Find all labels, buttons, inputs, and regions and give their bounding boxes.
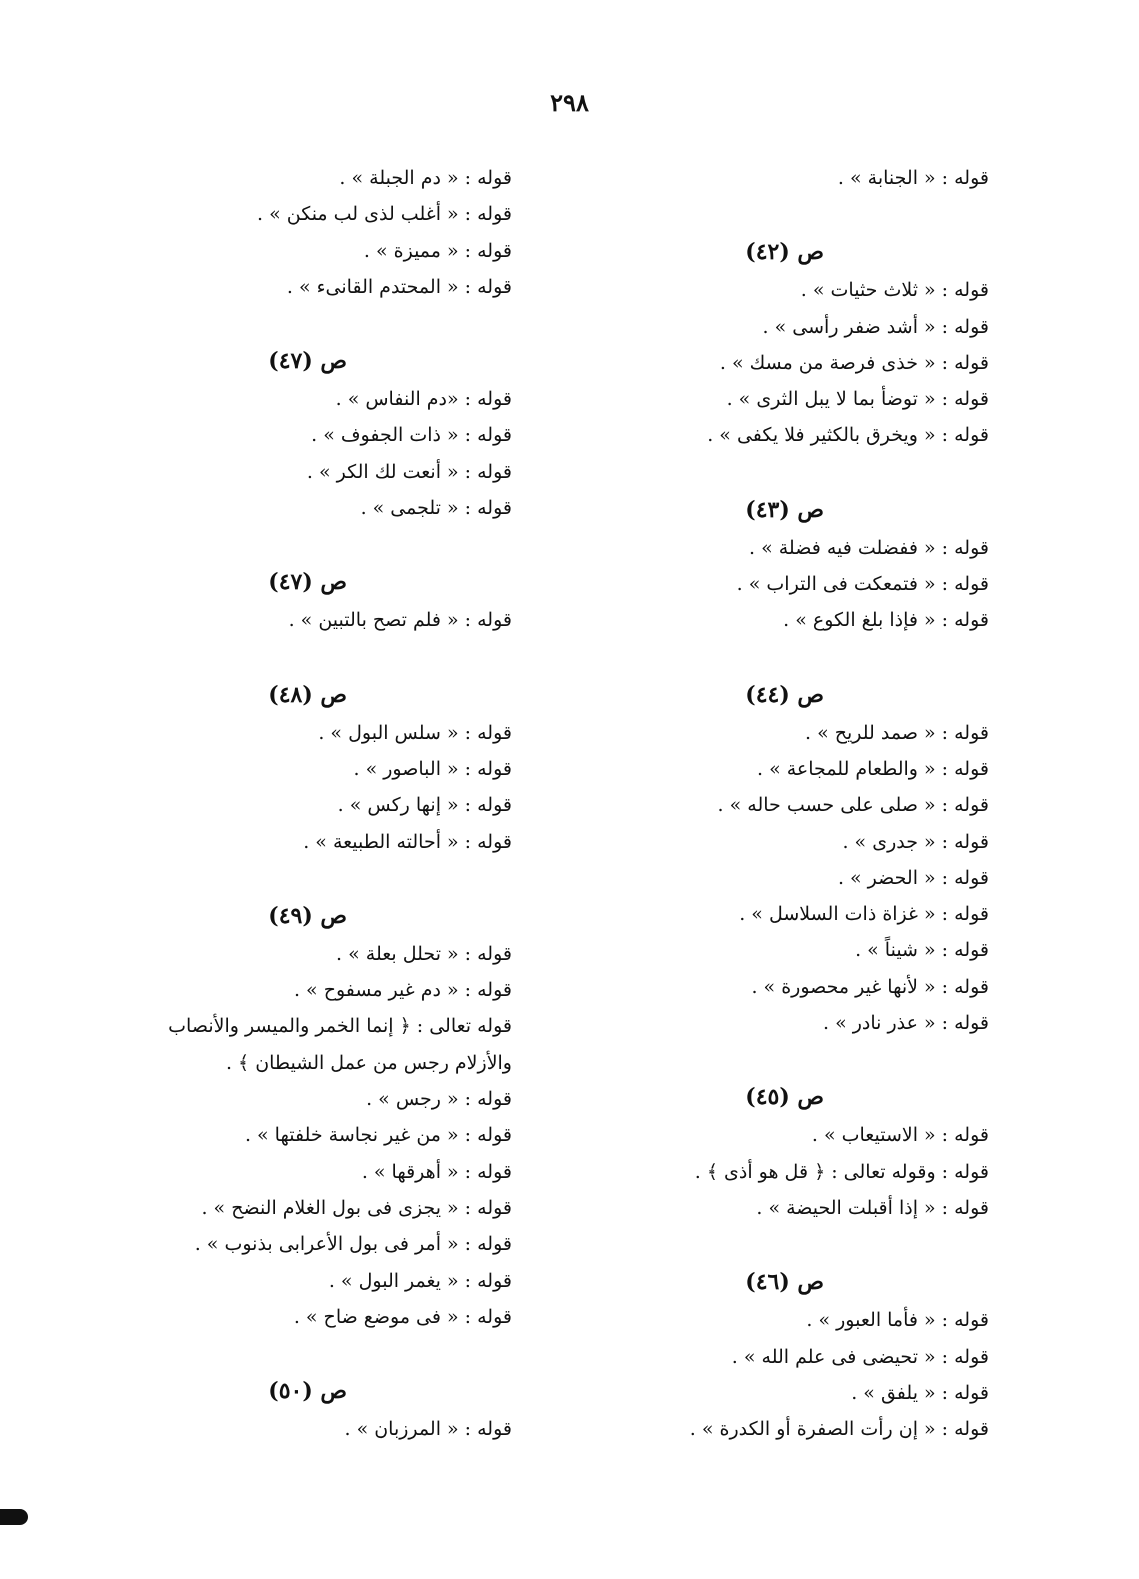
entry-line: قوله : « الاستيعاب » . xyxy=(811,1124,989,1147)
entry-line: قوله : « غزاة ذات السلاسل » . xyxy=(739,903,989,926)
entry-line: قوله : « الجنابة » . xyxy=(837,167,989,189)
section-heading: ص (٤٩) xyxy=(268,902,347,929)
section xyxy=(519,1264,989,1447)
entry-line: والأزلام رجس من عمل الشيطان ﴾ . xyxy=(225,1051,512,1074)
entry-line: قوله : « تحلل بعلة » . xyxy=(336,942,512,965)
entry-line: قوله : « تلجمى » . xyxy=(360,497,512,520)
section xyxy=(112,160,512,305)
entry-line: قوله : « رجس » . xyxy=(366,1088,512,1111)
entry-line: قوله : « أهرقها » . xyxy=(361,1160,512,1183)
section-heading: ص (٤٥) xyxy=(745,1084,824,1111)
entry-line: قوله : « أنعت لك الكر » . xyxy=(306,460,512,483)
entry-line: قوله : وقوله تعالى : ﴿ قل هو أذى ﴾ . xyxy=(694,1160,989,1183)
section-heading: ص (٤٢) xyxy=(745,239,824,266)
entry-line: قوله : « أحالته الطبيعة » . xyxy=(303,830,512,853)
section-heading: ص (٤٤) xyxy=(745,681,824,708)
entry-line: قوله : « تحيضى فى علم الله » . xyxy=(731,1345,989,1368)
entry-line: قوله : « دم غير مسفوح » . xyxy=(293,979,512,1002)
entry-line: قوله : «دم النفاس » . xyxy=(335,388,512,411)
section-heading: ص (٤٧) xyxy=(268,569,347,596)
right-column xyxy=(519,160,989,1485)
entry-line: قوله : « لأنها غير محصورة » . xyxy=(751,975,989,998)
entry-line: قوله تعالى : ﴿ إنما الخمر والميسر والأنصاب xyxy=(168,1015,512,1038)
entry-line: قوله : « من غير نجاسة خلفتها » . xyxy=(244,1124,512,1147)
section-heading: ص (٥٠) xyxy=(268,1378,347,1405)
entry-line: قوله : « شيناً » . xyxy=(855,939,989,962)
section-heading: ص (٤٦) xyxy=(745,1269,824,1296)
entry-line: قوله : « فتمعكت فى التراب » . xyxy=(736,573,989,596)
entry-line: قوله : « الحضر » . xyxy=(837,866,989,889)
entry-line: قوله : « خذى فرصة من مسك » . xyxy=(719,351,989,374)
section xyxy=(519,492,989,639)
section xyxy=(519,160,989,196)
entry-line: قوله : « إذا أقبلت الحيضة » . xyxy=(756,1196,989,1219)
section xyxy=(112,343,512,526)
section-heading: ص (٤٨) xyxy=(268,681,347,708)
entry-line: قوله : « المرزبان » . xyxy=(344,1418,512,1441)
section xyxy=(112,1373,512,1447)
entry-line: قوله : « يغمر البول » . xyxy=(328,1269,512,1292)
left-column xyxy=(112,160,512,1485)
entry-line: قوله : « ويخرق بالكثير فلا يكفى » . xyxy=(707,424,989,447)
entry-line: قوله : « إنها ركس » . xyxy=(337,794,512,817)
entry-line: قوله : « ففضلت فيه فضلة » . xyxy=(749,536,989,559)
section-heading: ص (٤٧) xyxy=(268,348,347,375)
section xyxy=(519,1079,989,1226)
entry-line: قوله : « فإذا بلغ الكوع » . xyxy=(783,609,989,632)
entry-line: قوله : « أشد ضفر رأسى » . xyxy=(762,315,989,338)
entry-line: قوله : « يلفق » . xyxy=(851,1381,989,1404)
entry-line: قوله : « أغلب لذى لب منكن » . xyxy=(257,203,512,226)
entry-line: قوله : « ذات الجفوف » . xyxy=(311,424,512,447)
entry-line: قوله : « دم الجبلة » . xyxy=(339,167,512,189)
entry-line: قوله : « أمر فى بول الأعرابى بذنوب » . xyxy=(194,1233,512,1256)
entry-line: قوله : « ثلاث حثيات » . xyxy=(800,279,989,302)
entry-line: قوله : « سلس البول » . xyxy=(318,721,512,744)
entry-line: قوله : « الباصور » . xyxy=(353,757,512,780)
entry-line: قوله : « عذر نادر » . xyxy=(823,1012,989,1035)
entry-line: قوله : « فى موضع ضاح » . xyxy=(293,1305,512,1328)
section xyxy=(519,234,989,453)
section xyxy=(519,677,989,1042)
section xyxy=(112,564,512,638)
page-number: ٢٩٨ xyxy=(550,88,589,117)
entry-line: قوله : « صمد للريح » . xyxy=(804,721,989,744)
entry-line: قوله : « والطعام للمجاعة » . xyxy=(757,757,989,780)
section-heading: ص (٤٣) xyxy=(745,496,824,523)
entry-line: قوله : « إن رأت الصفرة أو الكدرة » . xyxy=(689,1418,989,1441)
section xyxy=(112,677,512,860)
section xyxy=(112,898,512,1335)
entry-line: قوله : « يجزى فى بول الغلام النضح » . xyxy=(201,1196,512,1219)
entry-line: قوله : « مميزة » . xyxy=(363,239,512,262)
scan-edge-mark xyxy=(0,1509,28,1525)
entry-line: قوله : « توضأ بما لا يبل الثرى » . xyxy=(726,388,989,411)
entry-line: قوله : « المحتدم القانىء » . xyxy=(286,275,512,298)
entry-line: قوله : « جدرى » . xyxy=(842,830,989,853)
entry-line: قوله : « صلى على حسب حاله » . xyxy=(717,794,989,817)
entry-line: قوله : « فلم تصح بالتبين » . xyxy=(288,609,512,632)
entry-line: قوله : « فأما العبور » . xyxy=(806,1309,989,1332)
